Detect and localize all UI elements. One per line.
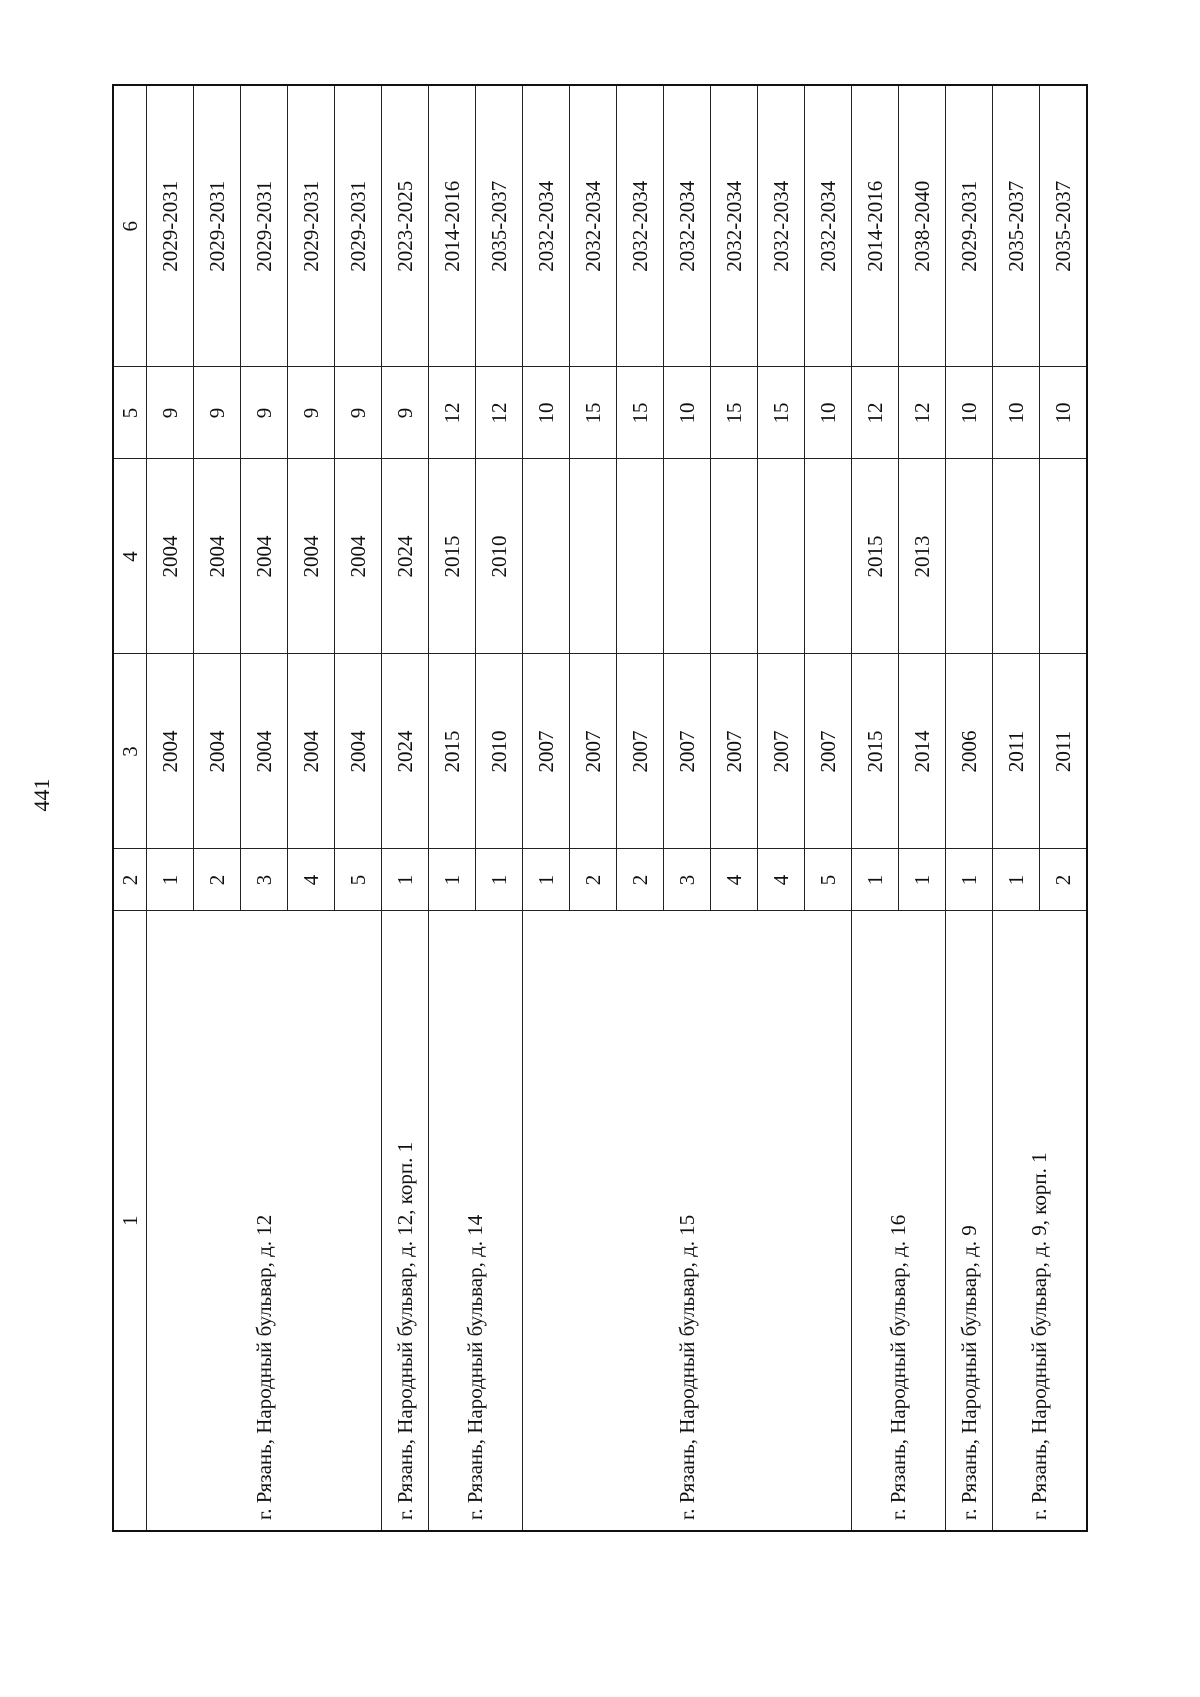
year-cell: 2010	[476, 654, 523, 849]
planned-period-cell: 2023-2025	[382, 85, 429, 367]
year-cell: 2004	[288, 459, 335, 654]
year-cell	[711, 459, 758, 654]
element-number-cell: 3	[664, 849, 711, 911]
address-cell: г. Рязань, Народный бульвар, д. 9, корп. 1	[993, 911, 1088, 1531]
year-cell: 2006	[946, 654, 993, 849]
address-cell: г. Рязань, Народный бульвар, д. 9	[946, 911, 993, 1531]
year-cell: 2024	[382, 459, 429, 654]
planned-period-cell: 2014-2016	[429, 85, 476, 367]
year-cell: 2015	[429, 654, 476, 849]
column-header: 2	[113, 849, 147, 911]
element-number-cell: 4	[711, 849, 758, 911]
year-cell	[617, 459, 664, 654]
planned-period-cell: 2029-2031	[335, 85, 382, 367]
planned-period-cell: 2035-2037	[476, 85, 523, 367]
element-number-cell: 1	[429, 849, 476, 911]
year-cell: 2007	[711, 654, 758, 849]
element-number-cell: 3	[241, 849, 288, 911]
year-cell: 2024	[382, 654, 429, 849]
period-cell: 9	[288, 367, 335, 459]
period-cell: 9	[335, 367, 382, 459]
column-number-row	[113, 85, 147, 1531]
year-cell: 2004	[241, 654, 288, 849]
planned-period-cell: 2029-2031	[194, 85, 241, 367]
year-cell	[664, 459, 711, 654]
planned-period-cell: 2029-2031	[241, 85, 288, 367]
period-cell: 9	[241, 367, 288, 459]
year-cell: 2007	[758, 654, 805, 849]
year-cell: 2004	[335, 654, 382, 849]
year-cell	[523, 459, 570, 654]
year-cell: 2013	[899, 459, 946, 654]
year-cell: 2011	[993, 654, 1040, 849]
column-header: 6	[113, 85, 147, 367]
planned-period-cell: 2032-2034	[805, 85, 852, 367]
period-cell: 10	[993, 367, 1040, 459]
rotated-table-container	[112, 86, 1086, 1532]
planned-period-cell: 2032-2034	[617, 85, 664, 367]
element-number-cell: 1	[946, 849, 993, 911]
year-cell: 2004	[194, 459, 241, 654]
period-cell: 9	[382, 367, 429, 459]
period-cell: 15	[758, 367, 805, 459]
year-cell	[758, 459, 805, 654]
address-cell: г. Рязань, Народный бульвар, д. 12	[147, 911, 382, 1531]
table-row	[946, 85, 993, 1531]
element-number-cell: 2	[1040, 849, 1088, 911]
element-number-cell: 1	[476, 849, 523, 911]
address-cell: г. Рязань, Народный бульвар, д. 14	[429, 911, 523, 1531]
table-row	[523, 85, 570, 1531]
planned-period-cell: 2035-2037	[993, 85, 1040, 367]
period-cell: 10	[805, 367, 852, 459]
element-number-cell: 2	[194, 849, 241, 911]
planned-period-cell: 2014-2016	[852, 85, 899, 367]
year-cell	[993, 459, 1040, 654]
year-cell: 2004	[241, 459, 288, 654]
year-cell: 2015	[429, 459, 476, 654]
element-number-cell: 1	[993, 849, 1040, 911]
planned-period-cell: 2032-2034	[570, 85, 617, 367]
period-cell: 9	[194, 367, 241, 459]
period-cell: 15	[711, 367, 758, 459]
year-cell: 2010	[476, 459, 523, 654]
year-cell: 2015	[852, 654, 899, 849]
period-cell: 15	[570, 367, 617, 459]
element-number-cell: 1	[899, 849, 946, 911]
year-cell: 2004	[147, 654, 194, 849]
period-cell: 12	[476, 367, 523, 459]
planned-period-cell: 2032-2034	[711, 85, 758, 367]
column-header: 3	[113, 654, 147, 849]
planned-period-cell: 2032-2034	[758, 85, 805, 367]
year-cell	[1040, 459, 1088, 654]
year-cell: 2007	[523, 654, 570, 849]
year-cell: 2011	[1040, 654, 1088, 849]
period-cell: 12	[852, 367, 899, 459]
table-row	[993, 85, 1040, 1531]
address-cell: г. Рязань, Народный бульвар, д. 12, корп. 1	[382, 911, 429, 1531]
address-cell: г. Рязань, Народный бульвар, д. 15	[523, 911, 852, 1531]
address-cell: г. Рязань, Народный бульвар, д. 16	[852, 911, 946, 1531]
page-number-text: 441	[29, 778, 54, 812]
element-number-cell: 2	[570, 849, 617, 911]
column-header: 4	[113, 459, 147, 654]
element-number-cell: 1	[523, 849, 570, 911]
element-number-cell: 5	[805, 849, 852, 911]
year-cell	[946, 459, 993, 654]
table-row	[852, 85, 899, 1531]
year-cell: 2004	[335, 459, 382, 654]
planned-period-cell: 2038-2040	[899, 85, 946, 367]
year-cell: 2007	[570, 654, 617, 849]
element-number-cell: 4	[758, 849, 805, 911]
year-cell	[805, 459, 852, 654]
period-cell: 10	[1040, 367, 1088, 459]
table-body	[113, 85, 1087, 1531]
year-cell: 2007	[617, 654, 664, 849]
table-row	[147, 85, 194, 1531]
housing-register-table	[112, 84, 1088, 1532]
column-header: 1	[113, 911, 147, 1531]
table-row	[382, 85, 429, 1531]
planned-period-cell: 2035-2037	[1040, 85, 1088, 367]
column-header: 5	[113, 367, 147, 459]
element-number-cell: 2	[617, 849, 664, 911]
year-cell: 2014	[899, 654, 946, 849]
element-number-cell: 1	[382, 849, 429, 911]
year-cell: 2004	[194, 654, 241, 849]
period-cell: 10	[946, 367, 993, 459]
year-cell: 2004	[147, 459, 194, 654]
year-cell: 2004	[288, 654, 335, 849]
element-number-cell: 4	[288, 849, 335, 911]
period-cell: 12	[429, 367, 476, 459]
planned-period-cell: 2032-2034	[664, 85, 711, 367]
element-number-cell: 5	[335, 849, 382, 911]
planned-period-cell: 2029-2031	[147, 85, 194, 367]
planned-period-cell: 2032-2034	[523, 85, 570, 367]
period-cell: 9	[147, 367, 194, 459]
planned-period-cell: 2029-2031	[288, 85, 335, 367]
period-cell: 10	[664, 367, 711, 459]
year-cell	[570, 459, 617, 654]
year-cell: 2007	[664, 654, 711, 849]
period-cell: 12	[899, 367, 946, 459]
period-cell: 15	[617, 367, 664, 459]
element-number-cell: 1	[852, 849, 899, 911]
year-cell: 2015	[852, 459, 899, 654]
period-cell: 10	[523, 367, 570, 459]
table-row	[429, 85, 476, 1531]
element-number-cell: 1	[147, 849, 194, 911]
year-cell: 2007	[805, 654, 852, 849]
planned-period-cell: 2029-2031	[946, 85, 993, 367]
